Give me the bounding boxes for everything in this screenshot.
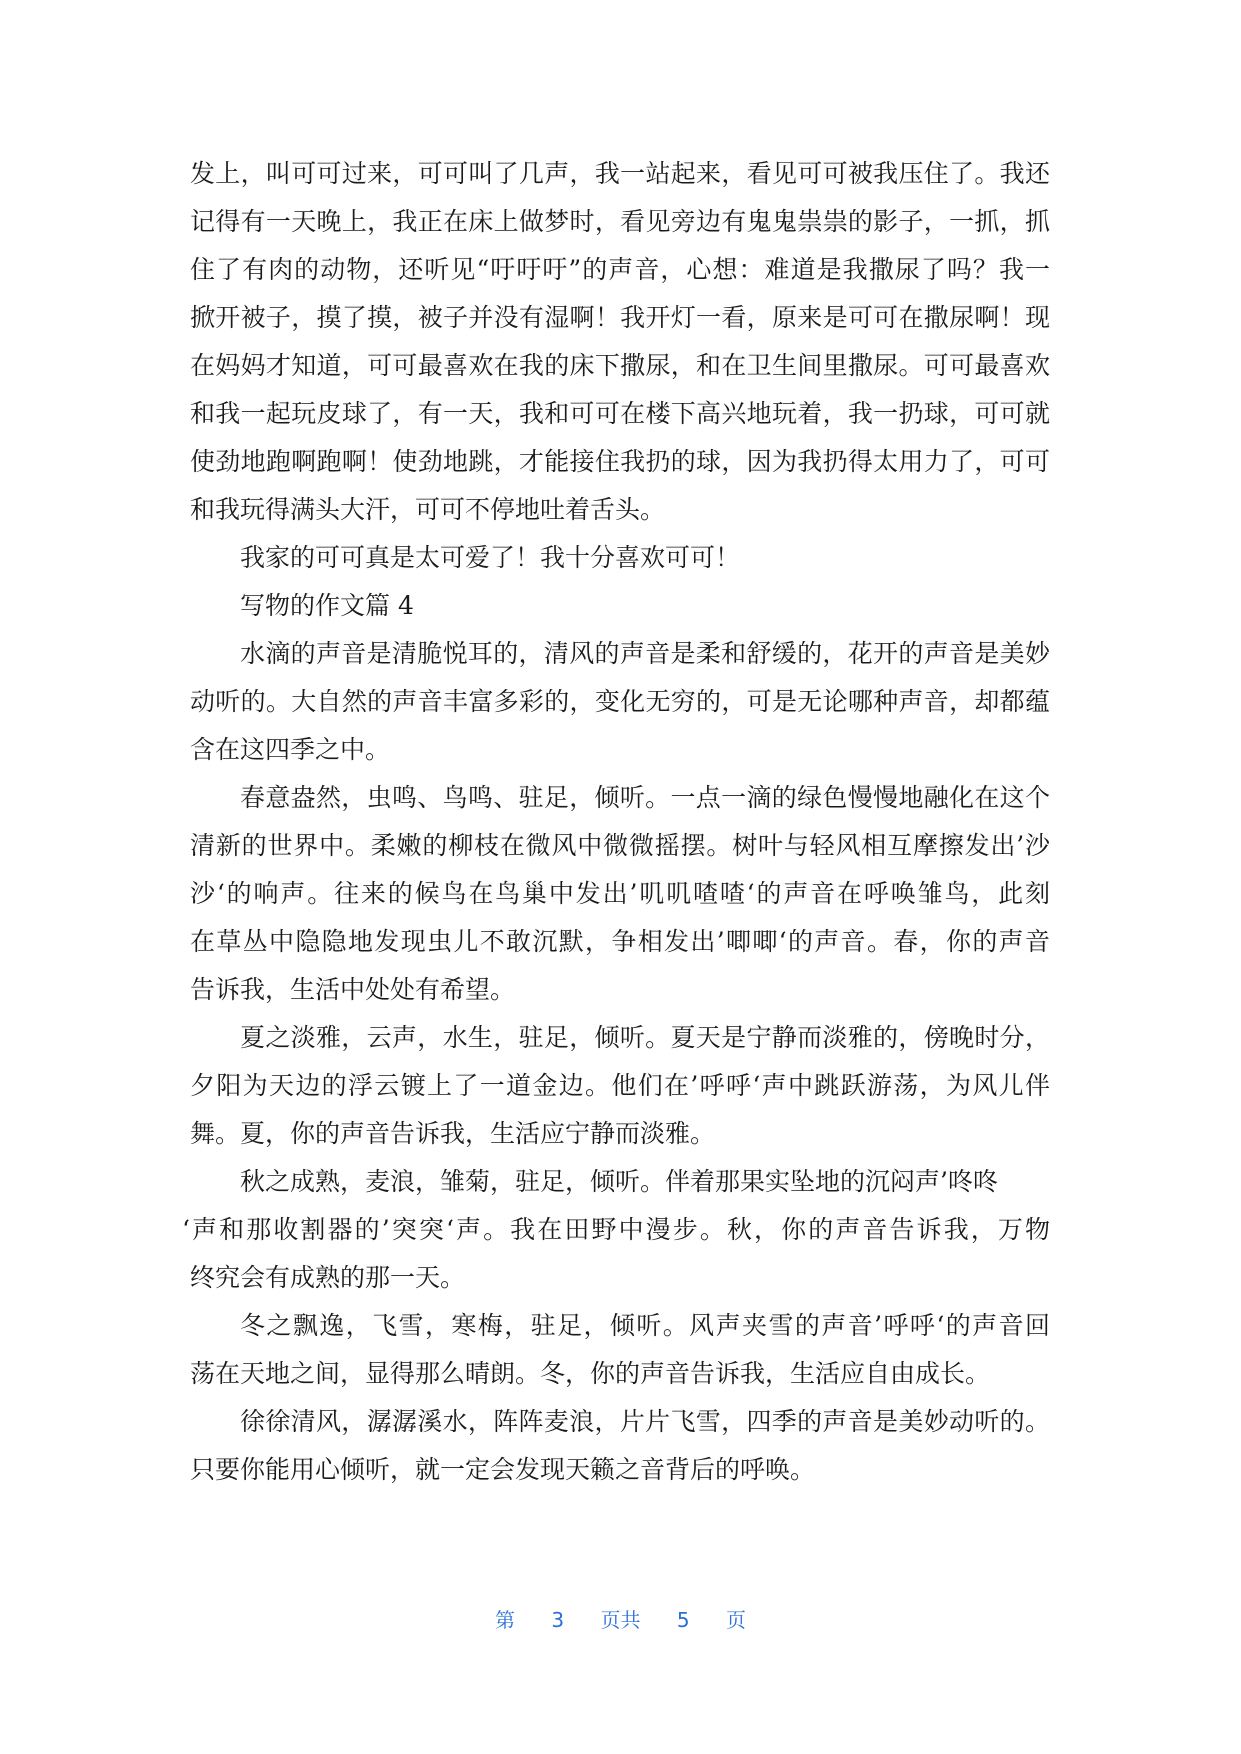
- text-line-22: 秋之成熟，麦浪，雏菊，驻足，倾听。伴着那果实坠地的沉闷声’咚咚: [240, 1167, 998, 1196]
- text-line-13: 含在这四季之中。: [190, 735, 391, 764]
- text-line-14: 春意盎然，虫鸣、鸟鸣、驻足，倾听。一点一滴的绿色慢慢地融化在这个: [240, 783, 1050, 812]
- text-line-16: 沙‘的响声。往来的候鸟在鸟巢中发出’叽叽喳喳‘的声音在呼唤雏鸟，此刻: [190, 879, 1050, 908]
- text-line-9: 我家的可可真是太可爱了！我十分喜欢可可！: [240, 543, 741, 572]
- text-line-11: 水滴的声音是清脆悦耳的，清风的声音是柔和舒缓的，花开的声音是美妙: [240, 639, 1050, 668]
- text-line-3: 住了有肉的动物，还听见“吁吁吁”的声音，心想：难道是我撒尿了吗？我一: [190, 255, 1050, 284]
- text-line-5: 在妈妈才知道，可可最喜欢在我的床下撒尿，和在卫生间里撒尿。可可最喜欢: [190, 351, 1050, 380]
- text-line-25: 冬之飘逸，飞雪，寒梅，驻足，倾听。风声夹雪的声音’呼呼‘的声音回: [240, 1311, 1050, 1340]
- text-line-12: 动听的。大自然的声音丰富多彩的，变化无穷的，可是无论哪种声音，却都蕴: [190, 687, 1050, 716]
- total-page-count: 5: [676, 1608, 690, 1632]
- text-line-1: 发上，叫可可过来，可可叫了几声，我一站起来，看见可可被我压住了。我还: [190, 159, 1050, 188]
- text-line-19: 夏之淡雅，云声，水生，驻足，倾听。夏天是宁静而淡雅的，傍晚时分，: [240, 1023, 1050, 1052]
- text-line-18: 告诉我，生活中处处有希望。: [190, 975, 516, 1004]
- text-line-27: 徐徐清风，潺潺溪水，阵阵麦浪，片片飞雪，四季的声音是美妙动听的。: [240, 1407, 1050, 1436]
- footer-prefix: 第: [495, 1608, 516, 1632]
- section-heading: 写物的作文篇 4: [240, 591, 414, 620]
- text-line-8: 和我玩得满头大汗，可可不停地吐着舌头。: [190, 495, 666, 524]
- text-line-20: 夕阳为天边的浮云镀上了一道金边。他们在’呼呼‘声中跳跃游荡，为风儿伴: [190, 1071, 1050, 1100]
- text-line-17: 在草丛中隐隐地发现虫儿不敢沉默，争相发出’唧唧‘的声音。春，你的声音: [190, 927, 1050, 956]
- page-footer: [0, 1604, 1241, 1633]
- current-page-number: 3: [551, 1608, 565, 1632]
- text-line-24: 终究会有成熟的那一天。: [190, 1263, 466, 1292]
- text-line-6: 和我一起玩皮球了，有一天，我和可可在楼下高兴地玩着，我一扔球，可可就: [190, 399, 1050, 428]
- text-line-26: 荡在天地之间，显得那么晴朗。冬，你的声音告诉我，生活应自由成长。: [190, 1359, 991, 1388]
- text-line-15: 清新的世界中。柔嫩的柳枝在微风中微微摇摆。树叶与轻风相互摩擦发出’沙: [190, 831, 1050, 860]
- footer-middle: 页共: [600, 1608, 641, 1632]
- text-line-23: ‘声和那收割器的’突突‘声。我在田野中漫步。秋，你的声音告诉我，万物: [182, 1215, 1050, 1244]
- document-body: [182, 150, 1050, 1494]
- text-line-21: 舞。夏，你的声音告诉我，生活应宁静而淡雅。: [190, 1119, 716, 1148]
- text-line-4: 掀开被子，摸了摸，被子并没有湿啊！我开灯一看，原来是可可在撒尿啊！现: [190, 303, 1050, 332]
- text-line-2: 记得有一天晚上，我正在床上做梦时，看见旁边有鬼鬼祟祟的影子，一抓，抓: [190, 207, 1050, 236]
- text-line-28: 只要你能用心倾听，就一定会发现天籁之音背后的呼唤。: [190, 1455, 816, 1484]
- footer-suffix: 页: [725, 1608, 746, 1632]
- text-line-7: 使劲地跑啊跑啊！使劲地跳，才能接住我扔的球，因为我扔得太用力了，可可: [190, 447, 1050, 476]
